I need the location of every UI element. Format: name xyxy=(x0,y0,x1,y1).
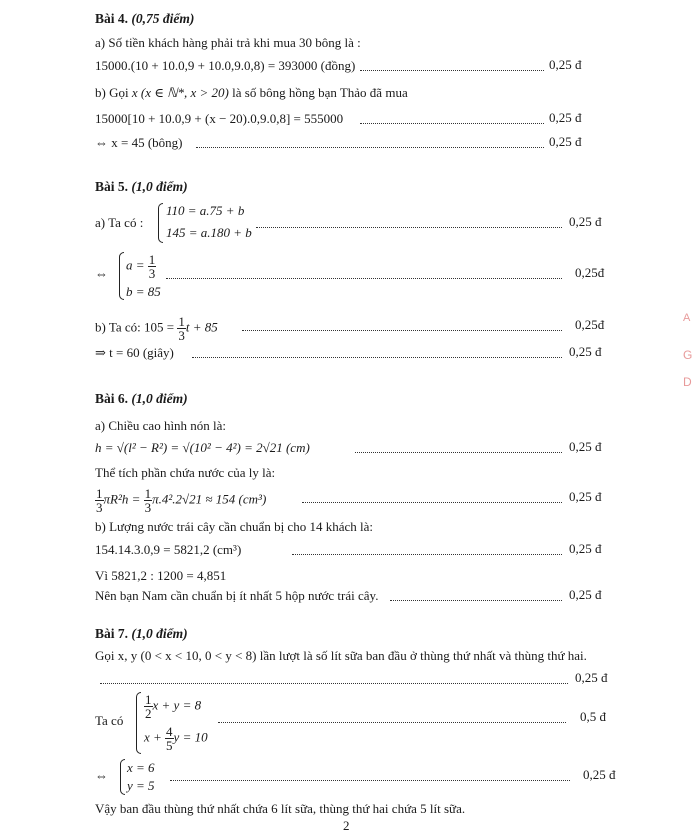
bai4-a-expr: 15000.(10 + 10.0,9 + 10.0,9.0,8) = 393000 (đồng) xyxy=(95,58,356,73)
dot-leader xyxy=(166,278,562,279)
bai6-b-text: b) Lượng nước trái cây cần chuẩn bị cho 14 khách là: xyxy=(95,519,373,534)
bai5-heading xyxy=(95,179,188,195)
bai5-sol-b: b = 85 xyxy=(126,284,161,299)
score-b5a: 0,25 đ xyxy=(569,214,602,229)
dot-leader xyxy=(192,357,562,358)
dot-leader xyxy=(100,683,568,684)
score-b6b: 0,25 đ xyxy=(569,489,602,504)
bai5-arrow: ⇔ xyxy=(95,266,108,281)
dot-leader xyxy=(390,600,562,601)
score-b7b: 0,5 đ xyxy=(580,709,606,724)
score-b4c: 0,25 đ xyxy=(549,134,582,149)
bai5-sys-line2: 145 = a.180 + b xyxy=(166,225,252,240)
fraction: $\frac{1}{2}$ xyxy=(145,692,152,721)
bai6-v-text: Thể tích phần chứa nước của ly là: xyxy=(95,465,276,480)
system-brace xyxy=(119,252,124,300)
dot-leader xyxy=(355,452,562,453)
dot-leader xyxy=(218,722,566,723)
bai7-sol1: x = 6 xyxy=(127,760,155,775)
bai6-v-part1: πR²h = xyxy=(103,491,141,507)
dot-leader xyxy=(196,147,544,148)
score-b4b: 0,25 đ xyxy=(549,110,582,125)
bai4-b-pre: b) Gọi xyxy=(95,85,132,100)
score-b6d: 0,25 đ xyxy=(569,587,602,602)
system-brace xyxy=(158,203,163,243)
bai7-eq1-rest: x + y = 8 xyxy=(152,697,202,713)
bai7-conclusion: Vậy ban đầu thùng thứ nhất chứa 6 lít sữa, thùng thứ hai chứa 5 lít sữa. xyxy=(95,801,466,816)
score-b7a: 0,25 đ xyxy=(575,670,608,685)
bai6-a-text: a) Chiều cao hình nón là: xyxy=(95,418,227,433)
page-number: 2 xyxy=(343,818,350,833)
score-b6c: 0,25 đ xyxy=(569,541,602,556)
score-b5c: 0,25đ xyxy=(575,317,605,332)
system-brace xyxy=(120,759,125,795)
bai4-b-post: là số bông hồng bạn Thảo đã mua xyxy=(228,85,408,100)
dot-leader xyxy=(242,330,562,331)
bai6-title: Bài 6. xyxy=(95,391,129,406)
bai7-eq2-pre: x + xyxy=(144,729,162,745)
bai5-b-eq xyxy=(95,315,218,342)
bai5-sys-line1: 110 = a.75 + b xyxy=(166,203,245,218)
bai6-v-expr xyxy=(95,487,266,514)
bai7-arrow: ⇔ xyxy=(95,768,108,783)
bai6-points: (1,0 điểm) xyxy=(131,391,188,406)
dot-leader xyxy=(256,227,562,228)
bai4-points: (0,75 điểm) xyxy=(131,11,195,26)
fraction: $\frac{1}{3}$ xyxy=(148,252,156,281)
fraction: $\frac{1}{3}$ xyxy=(96,486,103,515)
bai7-taco: Ta có xyxy=(95,713,124,728)
score-b5b: 0,25đ xyxy=(575,265,605,280)
bai4-b-expr: 15000[10 + 10.0,9 + (x − 20).0,9.0,8] = 555000 xyxy=(95,111,344,126)
bai6-vi-text: Vì 5821,2 : 1200 = 4,851 xyxy=(95,568,227,583)
fraction: $\frac{1}{3}$ xyxy=(144,486,152,515)
bai5-title: Bài 5. xyxy=(95,179,129,194)
score-b5d: 0,25 đ xyxy=(569,344,602,359)
bai7-points: (1,0 điểm) xyxy=(131,626,188,641)
bai5-b-label: b) Ta có: 105 = xyxy=(95,319,175,335)
fraction: $\frac{1}{3}$ xyxy=(178,314,185,343)
dot-leader xyxy=(360,70,544,71)
bai6-b-expr: 154.14.3.0,9 = 5821,2 (cm³) xyxy=(95,542,242,557)
bai7-eq2-rest: y = 10 xyxy=(173,729,208,745)
system-brace xyxy=(136,692,141,754)
score-b7c: 0,25 đ xyxy=(583,767,616,782)
bai6-heading xyxy=(95,391,188,407)
bai7-heading xyxy=(95,626,188,642)
stamp-fragment: A xyxy=(683,312,691,324)
score-b4a: 0,25 đ xyxy=(549,57,582,72)
bai6-v-part2: π.4².2√21 ≈ 154 (cm³) xyxy=(152,491,267,507)
bai4-title: Bài 4. xyxy=(95,11,129,26)
bai4-b-text xyxy=(95,85,408,101)
bai5-sol-a xyxy=(126,253,156,280)
bai5-sol-a-lhs: a = xyxy=(126,257,145,273)
fraction: $\frac{4}{5}$ xyxy=(166,724,173,753)
dot-leader xyxy=(292,554,562,555)
bai7-eq2 xyxy=(144,725,208,752)
bai5-points: (1,0 điểm) xyxy=(131,179,188,194)
bai4-b-cond: x (x ∈ ℕ*, x > 20) xyxy=(131,85,229,100)
bai5-a-label: a) Ta có : xyxy=(95,215,144,230)
bai4-a-text: a) Số tiền khách hàng phải trả khi mua 30 bông là : xyxy=(95,35,361,50)
bai5-b-rest: t + 85 xyxy=(185,319,218,335)
bai7-intro: Gọi x, y (0 < x < 10, 0 < y < 8) lần lượt là số lít sữa ban đầu ở thùng thứ nhất và thùng thứ hai. xyxy=(95,648,587,663)
bai5-b-result: ⇒ t = 60 (giây) xyxy=(95,345,174,360)
dot-leader xyxy=(170,780,570,781)
bai4-heading xyxy=(95,11,194,27)
bai6-conclusion: Nên bạn Nam cần chuẩn bị ít nhất 5 hộp nước trái cây. xyxy=(95,588,379,603)
bai7-sol2: y = 5 xyxy=(127,778,155,793)
stamp-fragment: G xyxy=(683,348,693,362)
bai7-eq1 xyxy=(144,693,201,720)
bai4-b-result: ⇔ x = 45 (bông) xyxy=(95,135,183,150)
dot-leader xyxy=(302,502,562,503)
dot-leader xyxy=(360,123,544,124)
stamp-fragment: D xyxy=(683,375,692,389)
bai7-title: Bài 7. xyxy=(95,626,129,641)
score-b6a: 0,25 đ xyxy=(569,439,602,454)
bai6-h-expr: h = √(l² − R²) = √(10² − 4²) = 2√21 (cm) xyxy=(95,440,310,455)
